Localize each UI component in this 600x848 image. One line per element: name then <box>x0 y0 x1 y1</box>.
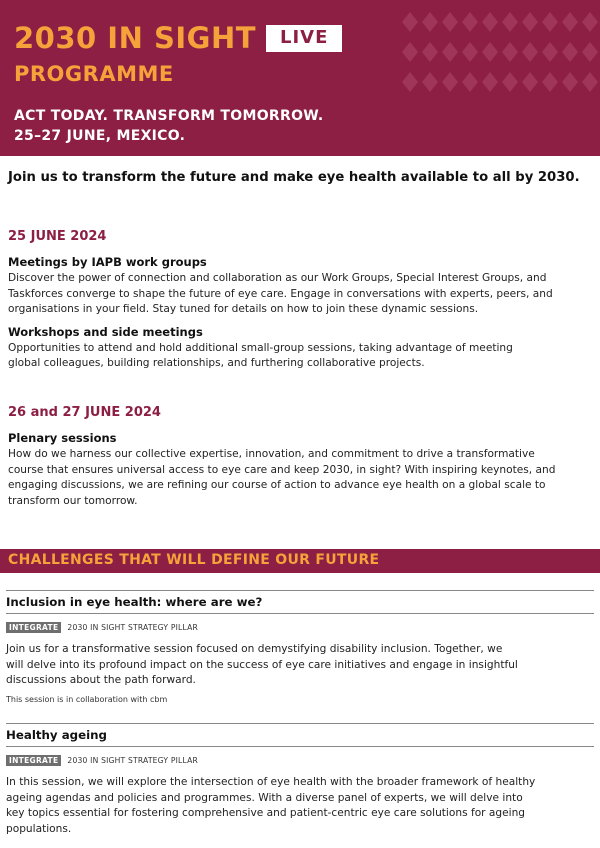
item-title: Workshops and side meetings <box>8 324 203 339</box>
text-line: organisations in your field. Stay tuned for details on how to join these dynamic sessions. <box>8 303 479 315</box>
text-line: will delve into its profound impact on the success of eye care initiatives and engage in insightful <box>6 658 518 671</box>
text-line: Opportunities to attend and hold additional small-group sessions, taking advantage of meeting <box>8 341 513 354</box>
pillar-label: 2030 IN SIGHT STRATEGY PILLAR <box>67 623 198 632</box>
challenges-heading: CHALLENGES THAT WILL DEFINE OUR FUTURE <box>8 552 380 568</box>
pillar-label: 2030 IN SIGHT STRATEGY PILLAR <box>67 756 198 765</box>
tagline <box>14 106 324 146</box>
text-line: engaging discussions, we are refining our course of action to advance eye health on a global scale to <box>8 479 546 491</box>
session-description <box>6 775 594 837</box>
text-line: How do we harness our collective expertise, innovation, and commitment to drive a transformative <box>8 448 535 460</box>
date-heading: 26 and 27 JUNE 2024 <box>8 405 161 420</box>
text-line: transform our tomorrow. <box>8 494 138 507</box>
text-line: global colleagues, building relationships, and furthering collaborative projects. <box>8 357 425 369</box>
text-line: Join us for a transformative session focused on demystifying disability inclusion. Together, we <box>6 643 503 655</box>
session-inclusion <box>6 590 594 704</box>
text-line: In this session, we will explore the intersection of eye health with the broader framework of healthy <box>6 776 536 788</box>
tagline-line: ACT TODAY. TRANSFORM TOMORROW. <box>14 108 324 124</box>
item-description <box>8 341 592 372</box>
session-title: Inclusion in eye health: where are we? <box>6 595 263 609</box>
text-line: populations. <box>6 822 72 835</box>
item-description <box>8 447 592 509</box>
session-description <box>6 642 594 689</box>
text-line: Taskforces converge to shape the future of eye care. Engage in conversations with experts, peers, and <box>8 287 553 300</box>
divider <box>6 613 594 614</box>
header-banner <box>0 0 600 156</box>
text-line: key topics essential for fostering comprehensive and patient-centric eye care solutions for ageing <box>6 807 526 819</box>
item-description <box>8 271 592 318</box>
divider <box>6 746 594 747</box>
text-line: ageing agendas and policies and programmes. With a diverse panel of experts, we will delve into <box>6 791 523 804</box>
text-line: Discover the power of connection and collaboration as our Work Groups, Special Interest Groups, and <box>8 272 547 284</box>
pillar-badge: INTEGRATE <box>6 755 61 766</box>
live-badge: LIVE <box>266 25 342 52</box>
strategy-pillar <box>6 622 594 633</box>
event-dates-location: 25–27 JUNE, MEXICO. <box>14 128 186 144</box>
text-line: course that ensures universal access to eye care and keep 2030, in sight? With inspiring keynotes, and <box>8 463 556 476</box>
text-line: discussions about the path forward. <box>6 674 196 686</box>
event-title: 2030 IN SIGHT <box>14 21 256 55</box>
diamond-pattern <box>400 12 600 102</box>
programme-subtitle: PROGRAMME <box>14 62 174 86</box>
session-title: Healthy ageing <box>6 728 108 742</box>
pillar-badge: INTEGRATE <box>6 622 61 633</box>
collaboration-note: This session is in collaboration with cbm <box>6 694 168 704</box>
item-title: Plenary sessions <box>8 431 117 445</box>
session-healthy-ageing <box>6 723 594 837</box>
strategy-pillar <box>6 755 594 766</box>
title-row <box>14 22 342 54</box>
day-section-25-june <box>8 229 592 372</box>
day-section-26-27-june <box>8 405 592 509</box>
intro-statement: Join us to transform the future and make eye health available to all by 2030. <box>8 170 580 185</box>
item-title: Meetings by IAPB work groups <box>8 255 207 269</box>
challenges-heading-bar <box>0 549 600 573</box>
date-heading: 25 JUNE 2024 <box>8 229 107 244</box>
